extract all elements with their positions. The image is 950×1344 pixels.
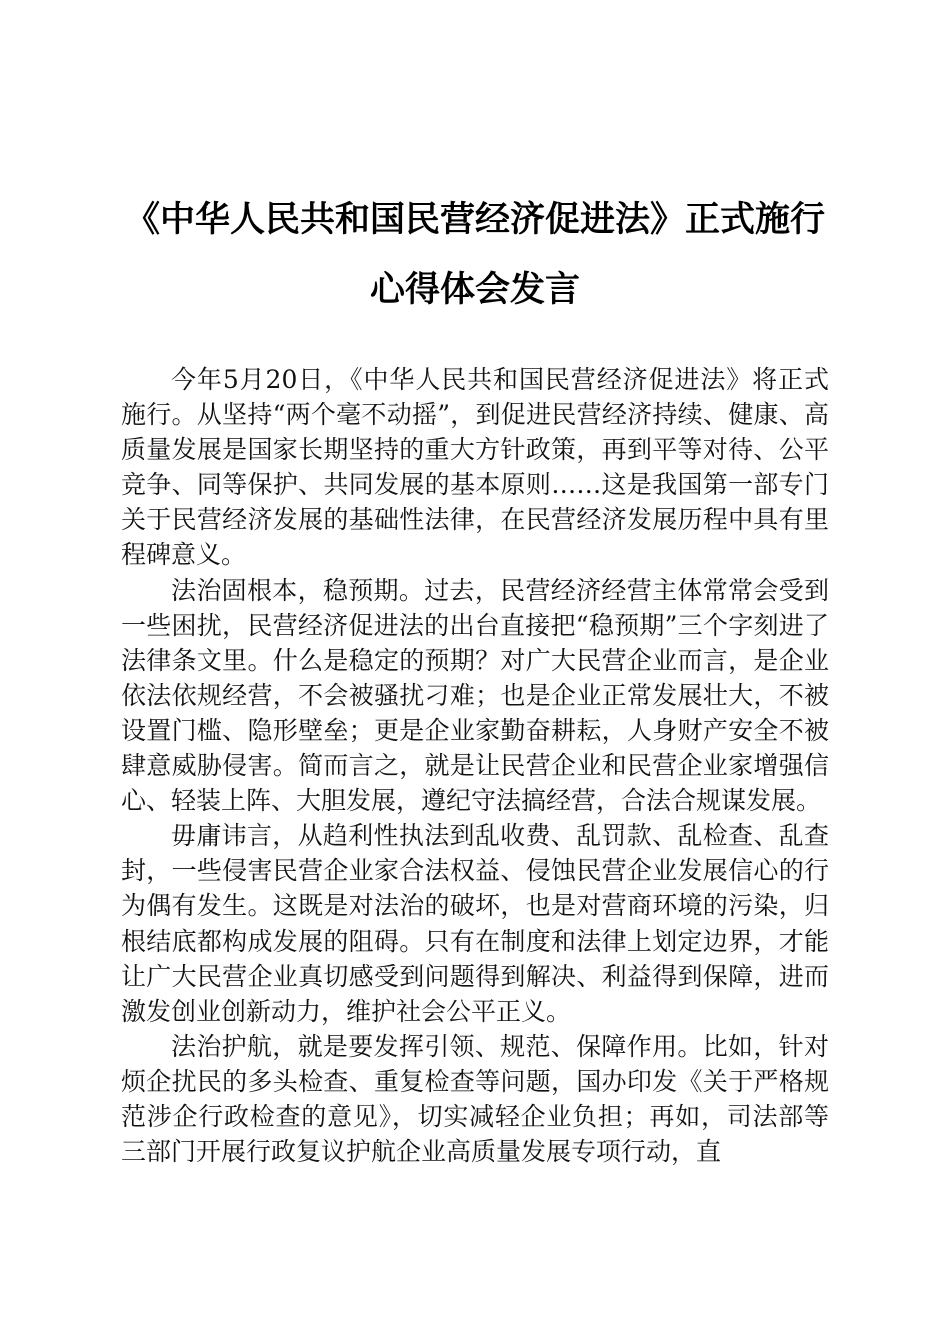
paragraph: 毋庸讳言，从趋利性执法到乱收费、乱罚款、乱检查、乱查封，一些侵害民营企业家合法权益、侵蚀民营企业发展信心的行为偶有发生。这既是对法治的破坏，也是对营商环境的污染，归根结底都构成发展的阻碍。只有在制度和法律上划定边界，才能让广大民营企业真切感受到问题得到解决、利益得到保障，进而激发创业创新动力，维护社会公平正义。 (121, 821, 829, 1026)
paragraph: 法治固根本，稳预期。过去，民营经济经营主体常常会受到一些困扰，民营经济促进法的出台直接把“稳预期”三个字刻进了法律条文里。什么是稳定的预期？对广大民营企业而言，是企业依法依规经营，不会被骚扰刁难；也是企业正常发展壮大，不被设置门槛、隐形壁垒；更是企业家勤奋耕耘，人身财产安全不被肆意威胁侵害。简而言之，就是让民营企业和民营企业家增强信心、轻装上阵、大胆发展，遵纪守法搞经营，合法合规谋发展。 (121, 575, 829, 816)
paragraph: 法治护航，就是要发挥引领、规范、保障作用。比如，针对烦企扰民的多头检查、重复检查等问题，国办印发《关于严格规范涉企行政检查的意见》，切实减轻企业负担；再如，司法部等三部门开展行政复议护航企业高质量发展专项行动，直 (121, 1031, 829, 1167)
document-title-line-2: 心得体会发言 (369, 269, 580, 310)
paragraph: 今年5月20日，《中华人民共和国民营经济促进法》将正式施行。从坚持“两个毫不动摇”，到促进民营经济持续、健康、高质量发展是国家长期坚持的重大方针政策，再到平等对待、公平竞争、同等保护、共同发展的基本原则……这是我国第一部专门关于民营经济发展的基础性法律，在民营经济发展历程中具有里程碑意义。 (121, 365, 829, 570)
document-title-line-1: 《中华人民共和国民营经济促进法》正式施行 (124, 199, 825, 240)
document-body (121, 362, 829, 1169)
